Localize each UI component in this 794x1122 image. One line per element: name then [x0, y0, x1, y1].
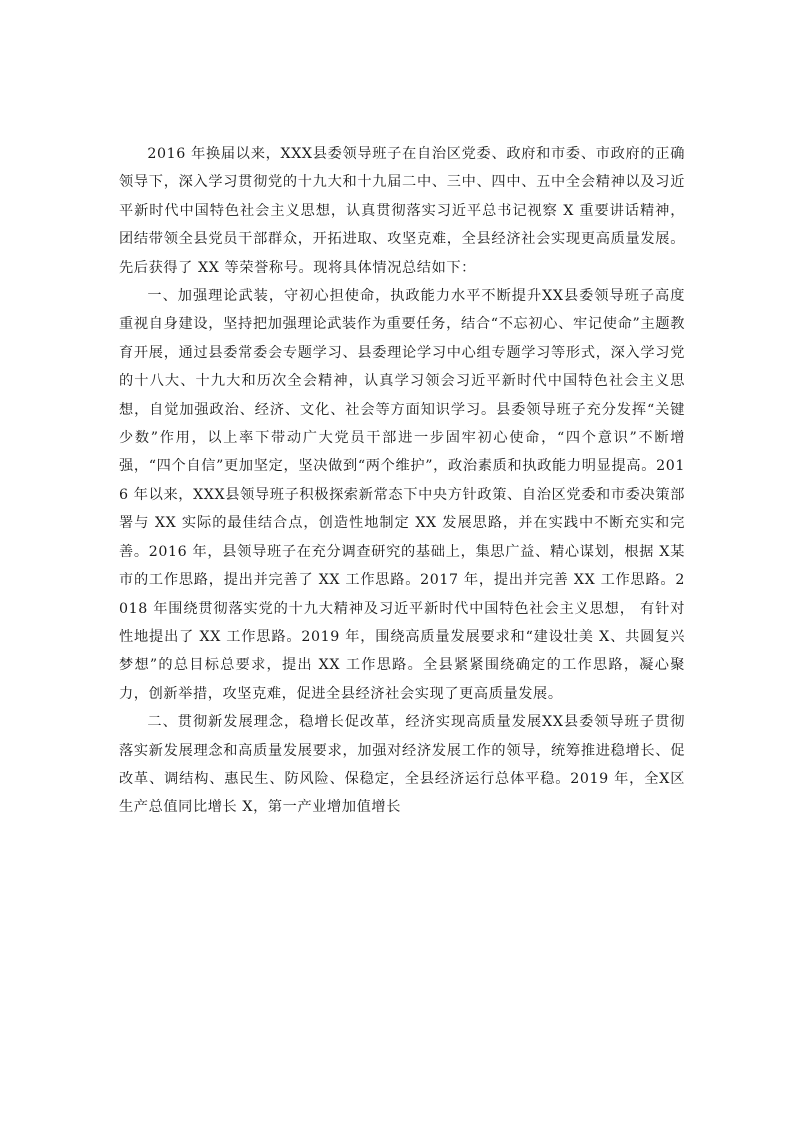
section-one-paragraph: 一、加强理论武装，守初心担使命，执政能力水平不断提升XX县委领导班子高度重视自身建设，坚持把加强理论武装作为重要任务，结合“不忘初心、牢记使命”主题教育开展，通过县委常委会专题学习、县委理论学习中心组专题学习等形式，深入学习党的十八大、十九大和历次全会精神，认真学习领会习近平新时代中国特色社会主义思想，自觉加强政治、经济、文化、社会等方面知识学习。县委领导班子充分发挥“关键少数”作用，以上率下带动广大党员干部进一步固牢初心使命，“四个意识”不断增强，“四个自信”更加坚定，坚决做到“两个维护”，政治素质和执政能力明显提高。2016 年以来，XXX县领导班子积极探索新常态下中央方针政策、自治区党委和市委决策部署与 XX 实际的最佳结合点，创造性地制定 XX 发展思路，并在实践中不断充实和完善。2016 年，县领导班子在充分调查研究的基础上，集思广益、精心谋划，根据 X某市的工作思路，提出并完善了 XX 工作思路。2017 年，提出并完善 XX 工作思路。2018 年围绕贯彻落实党的十九大精神及习近平新时代中国特色社会主义思想， 有针对性地提出了 XX 工作思路。2019 年，围绕高质量发展要求和“建设壮美 X、共圆复兴梦想”的总目标总要求，提出 XX 工作思路。全县紧紧围绕确定的工作思路，凝心聚力，创新举措，攻坚克难，促进全县经济社会实现了更高质量发展。 [119, 288, 685, 702]
section-two-paragraph: 二、贯彻新发展理念，稳增长促改革，经济实现高质量发展XX县委领导班子贯彻落实新发展理念和高质量发展要求，加强对经济发展工作的领导，统筹推进稳增长、促改革、调结构、惠民生、防风险、保稳定，全县经济运行总体平稳。2019 年，全X区生产总值同比增长 X，第一产业增加值增长 [119, 714, 685, 816]
document-body [119, 140, 685, 822]
intro-paragraph: 2016 年换届以来，XXX县委领导班子在自治区党委、政府和市委、市政府的正确领导下，深入学习贯彻党的十九大和十九届二中、三中、四中、五中全会精神以及习近平新时代中国特色社会主义思想，认真贯彻落实习近平总书记视察 X 重要讲话精神，团结带领全县党员干部群众，开拓进取、攻坚克难，全县经济社会实现更高质量发展。先后获得了 XX 等荣誉称号。现将具体情况总结如下： [119, 146, 685, 276]
